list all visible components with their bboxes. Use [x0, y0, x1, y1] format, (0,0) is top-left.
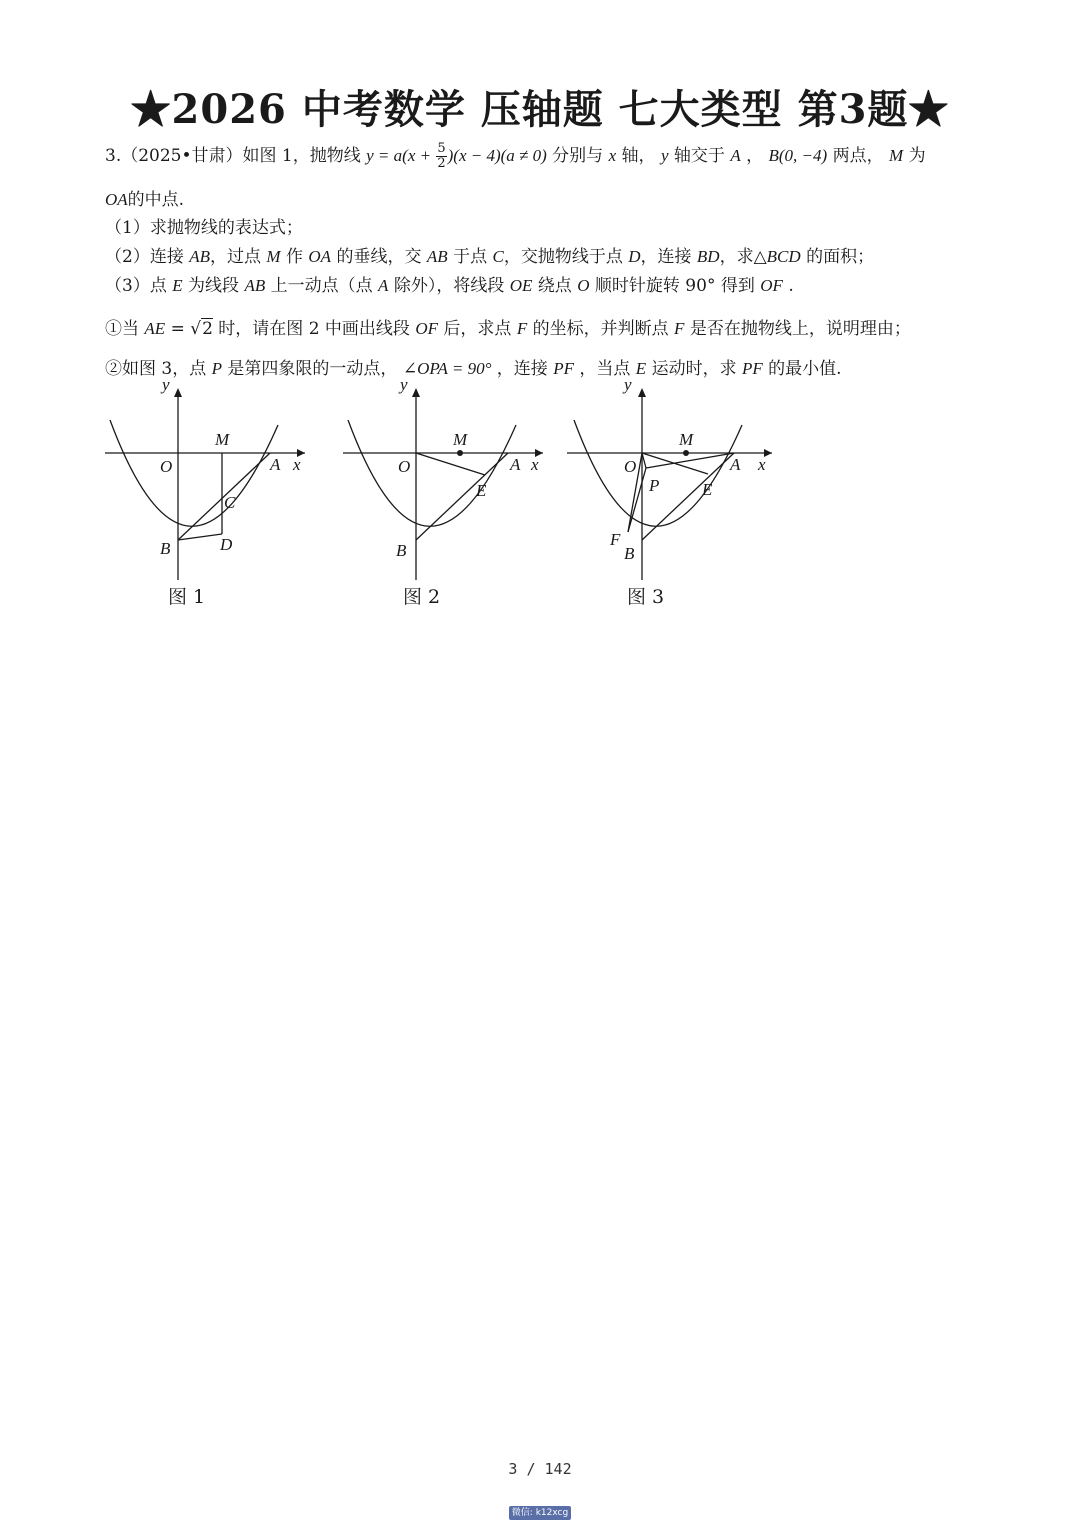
segment-ab-line	[416, 453, 508, 540]
label-e: E	[702, 480, 713, 499]
text-segment: 作	[280, 247, 309, 267]
text-segment: ，连接	[640, 247, 697, 267]
fraction-numerator: 5	[437, 141, 446, 156]
label-m: M	[215, 430, 230, 449]
parabola	[574, 420, 742, 526]
text-segment: 的中点.	[127, 190, 185, 210]
text-segment: 分别与	[546, 146, 609, 166]
question-3-part-2	[105, 356, 842, 382]
text-segment: 的面积；	[800, 247, 875, 267]
segment-bd: BD	[696, 247, 720, 266]
text-segment: （2）连接	[105, 247, 190, 267]
equation-part-b: )(x − 4)(a ≠ 0)	[447, 146, 547, 165]
text-segment: ，当点	[573, 359, 636, 379]
text-segment: 是第四象限的一动点，	[222, 359, 403, 379]
text-segment: 的最小值.	[762, 359, 842, 379]
text-segment: 两点，	[827, 146, 890, 166]
text-segment: 后，求点	[438, 319, 517, 339]
label-y: y	[400, 380, 408, 394]
watermark-badge: 微信: k12xcg	[509, 1506, 571, 1520]
text-segment: 为线段	[182, 276, 245, 296]
parabola	[348, 420, 516, 526]
label-o: O	[624, 457, 637, 476]
text-segment: ②如图 3，点	[105, 359, 212, 379]
problem-line-1	[105, 142, 926, 171]
label-y: y	[162, 380, 170, 394]
segment-of: OF	[415, 319, 439, 338]
label-b: B	[160, 539, 171, 558]
fraction	[436, 142, 446, 171]
text-segment: ，连接	[491, 359, 554, 379]
text-segment: ，求△	[719, 247, 767, 267]
point-a: A	[730, 146, 741, 165]
question-2	[105, 244, 874, 270]
text-segment: 轴交于	[668, 146, 731, 166]
text-segment: 绕点	[532, 276, 578, 296]
label-o: O	[398, 457, 411, 476]
text-segment: ，过点	[210, 247, 267, 267]
point-o: O	[577, 276, 590, 295]
equation-part-a: y = a(x +	[366, 146, 436, 165]
text-segment: 的坐标，并判断点	[527, 319, 675, 339]
label-a: A	[730, 455, 741, 474]
text-segment: 是否在抛物线上，说明理由；	[684, 319, 911, 339]
var-x: x	[608, 146, 617, 165]
label-e: E	[476, 481, 487, 500]
question-1: （1）求抛物线的表达式；	[105, 218, 303, 238]
y-axis-arrow	[174, 388, 182, 397]
fraction-denominator: 2	[437, 156, 446, 171]
text-segment: 顺时针旋转 90° 得到	[589, 276, 761, 296]
parabola	[110, 420, 278, 526]
label-o: O	[160, 457, 173, 476]
label-x: x	[758, 455, 766, 474]
point-f: F	[516, 319, 528, 338]
point-m: M	[266, 247, 281, 266]
segment-oe-line	[416, 453, 485, 475]
text-segment: ，交抛物线于点	[503, 247, 629, 267]
figure-3-caption: 图 3	[627, 586, 665, 608]
text-segment: 的垂线，交	[331, 247, 427, 267]
label-c: C	[224, 493, 236, 512]
figure-2	[338, 380, 553, 585]
figure-1-caption: 图 1	[168, 586, 206, 608]
problem-line-2	[105, 187, 184, 213]
page-number: 3 / 142	[508, 1460, 572, 1478]
text-segment: 轴，	[616, 146, 661, 166]
text-segment: 除外），将线段	[388, 276, 510, 296]
text-segment: 为	[903, 146, 926, 166]
label-x: x	[293, 455, 301, 474]
segment-of: OF	[760, 276, 783, 295]
figure-1	[100, 380, 315, 585]
point-p: P	[211, 359, 223, 378]
text-segment: ，	[740, 146, 769, 166]
label-b: B	[396, 541, 407, 560]
point-c: C	[492, 247, 504, 266]
text-segment: = √	[165, 319, 202, 339]
point-d: D	[628, 247, 641, 266]
question-3	[105, 273, 794, 299]
segment-ab: AB	[189, 247, 211, 266]
segment-oa: OA	[308, 247, 332, 266]
question-3-part-1	[105, 316, 911, 342]
figure-2-caption: 图 2	[403, 586, 441, 608]
text-segment: 时，请在图 2 中画出线段	[212, 319, 416, 339]
label-b: B	[624, 544, 635, 563]
sqrt-radicand: 2	[202, 319, 213, 339]
segment-bd-line	[178, 534, 222, 540]
point-e: E	[172, 276, 183, 295]
text-segment: ①当	[105, 319, 145, 339]
triangle-bcd: BCD	[766, 247, 801, 266]
angle-opa: ∠OPA = 90°	[402, 359, 492, 378]
point-b-coords: B(0, −4)	[768, 146, 828, 165]
label-p: P	[649, 476, 660, 495]
y-axis-arrow	[638, 388, 646, 397]
point-m-dot	[457, 450, 463, 456]
label-f: F	[610, 530, 621, 549]
label-y: y	[624, 380, 632, 394]
point-e: E	[635, 359, 647, 378]
segment-oe: OE	[509, 276, 533, 295]
text-segment: 上一动点（点	[265, 276, 379, 296]
segment-ae: AE	[144, 319, 166, 338]
label-a: A	[270, 455, 281, 474]
problem-intro: 3.（2025•甘肃）如图 1，抛物线	[105, 146, 367, 166]
text-segment: 于点	[447, 247, 493, 267]
segment-oa: OA	[105, 190, 128, 209]
text-segment: .	[782, 276, 794, 296]
page-title: ★2026 中考数学 压轴题 七大类型 第3题★	[130, 86, 950, 133]
point-m-dot	[683, 450, 689, 456]
point-m: M	[889, 146, 904, 165]
label-a: A	[510, 455, 521, 474]
segment-ab: AB	[244, 276, 266, 295]
text-segment: 运动时，求	[646, 359, 742, 379]
segment-ab: AB	[426, 247, 448, 266]
label-d: D	[220, 535, 233, 554]
point-f: F	[674, 319, 685, 338]
text-segment: （3）点	[105, 276, 173, 296]
figure-3	[562, 380, 777, 585]
label-m: M	[453, 430, 468, 449]
label-x: x	[531, 455, 539, 474]
segment-pf: PF	[553, 359, 574, 378]
var-y: y	[660, 146, 669, 165]
segment-pf: PF	[742, 359, 763, 378]
y-axis-arrow	[412, 388, 420, 397]
point-a: A	[378, 276, 389, 295]
label-m: M	[679, 430, 694, 449]
